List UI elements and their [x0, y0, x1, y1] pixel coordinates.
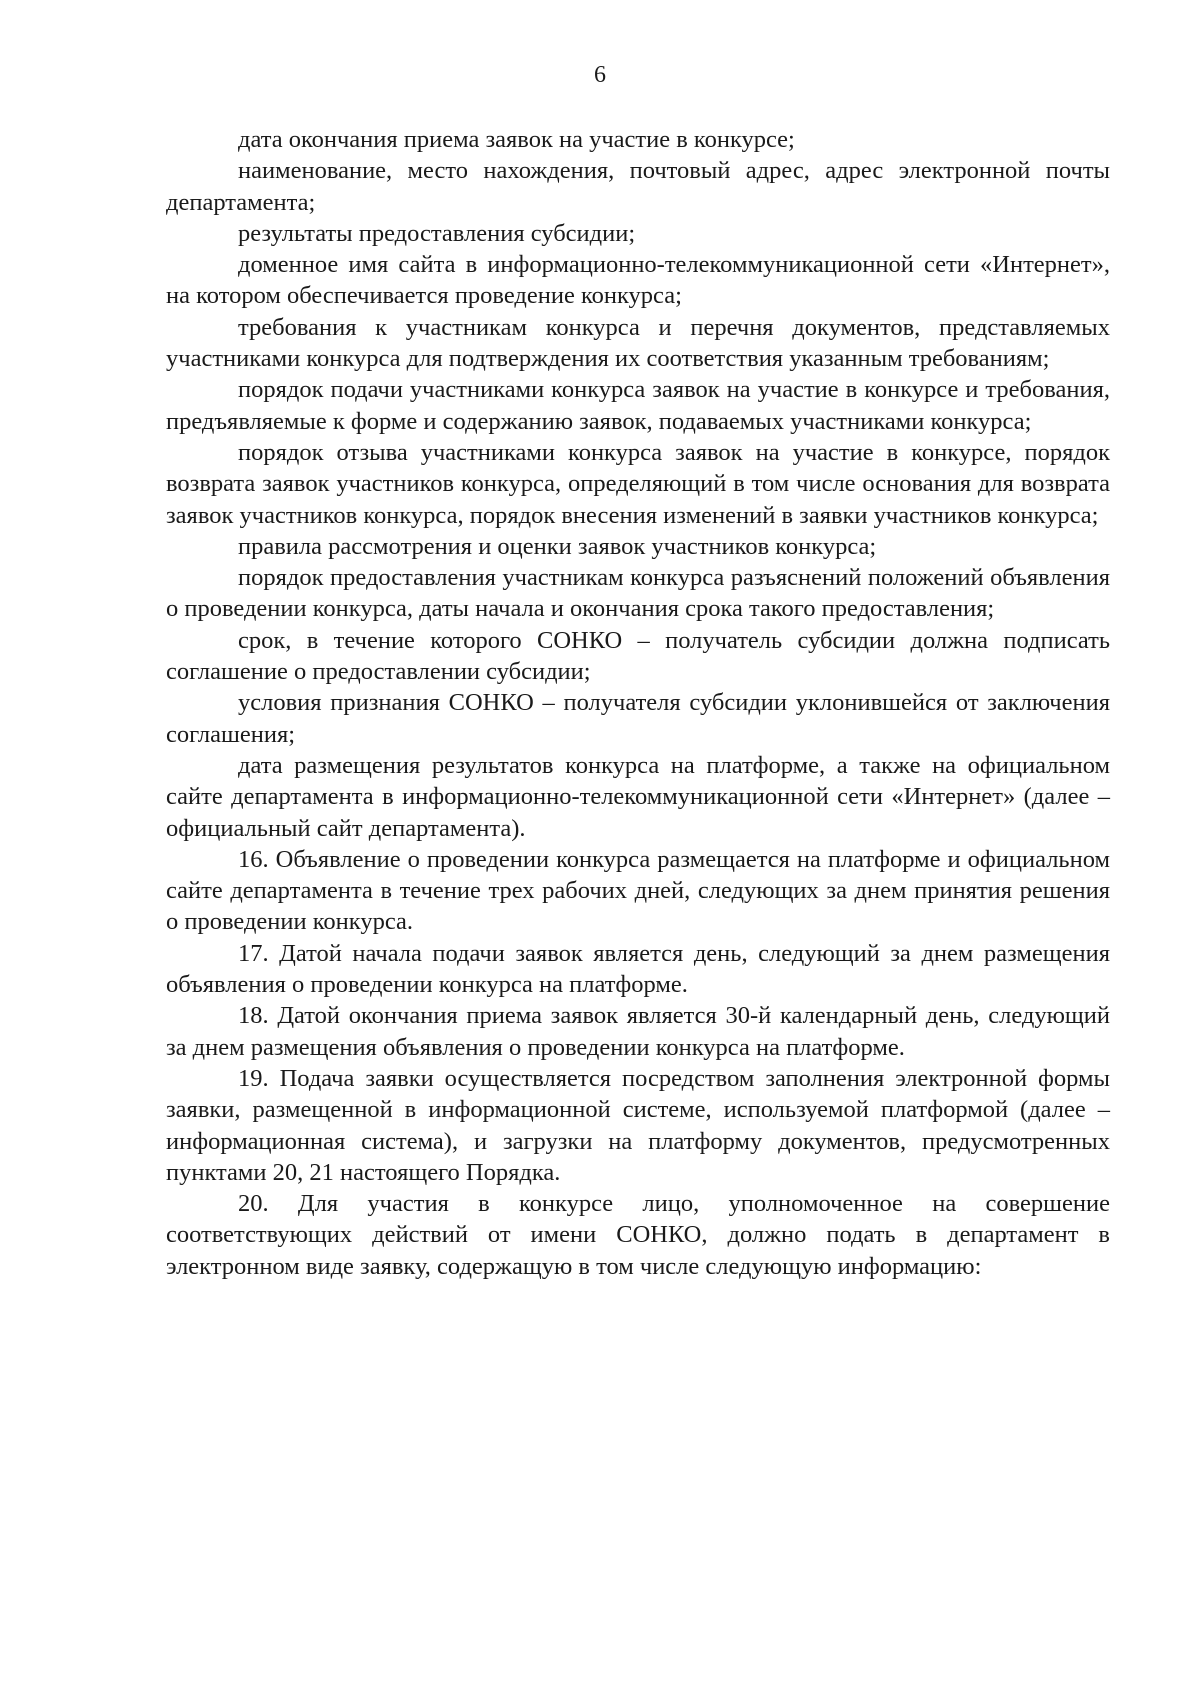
paragraph: дата размещения результатов конкурса на платформе, а также на официальном сайте департамента в информационно-телекоммуникационной сети «Интернет» (далее – официальный сайт департамента).: [166, 751, 1110, 842]
paragraph: требования к участникам конкурса и перечня документов, представляемых участниками конкурса для подтверждения их соответствия указанным требованиям;: [166, 313, 1110, 373]
document-body: [166, 124, 1110, 1282]
paragraph: 17. Датой начала подачи заявок является день, следующий за днем размещения объявления о проведении конкурса на платформе.: [166, 939, 1110, 999]
paragraph: доменное имя сайта в информационно-телекоммуникационной сети «Интернет», на котором обеспечивается проведение конкурса;: [166, 251, 1110, 310]
paragraph: 18. Датой окончания приема заявок является 30-й календарный день, следующий за днем размещения объявления о проведении конкурса на платформе.: [166, 1002, 1110, 1061]
paragraph: правила рассмотрения и оценки заявок участников конкурса;: [238, 532, 877, 560]
paragraph: дата окончания приема заявок на участие в конкурсе;: [238, 126, 795, 153]
paragraph: срок, в течение которого СОНКО – получатель субсидии должна подписать соглашение о предоставлении субсидии;: [166, 626, 1110, 686]
paragraph: 20. Для участия в конкурсе лицо, уполномоченное на совершение соответствующих действий от имени СОНКО, должно подать в департамент в электронном виде заявку, содержащую в том числе следующую информацию:: [166, 1190, 1110, 1280]
paragraph: 19. Подача заявки осуществляется посредством заполнения электронной формы заявки, размещенной в информационной системе, используемой платформой (далее – информационная система), и загрузки на платформу документов, предусмотренных пунктами 20, 21 настоящего Порядка.: [166, 1064, 1110, 1186]
paragraph: наименование, место нахождения, почтовый адрес, адрес электронной почты департамента;: [166, 157, 1110, 216]
paragraph: результаты предоставления субсидии;: [238, 219, 636, 247]
paragraph: условия признания СОНКО – получателя субсидии уклонившейся от заключения соглашения;: [166, 689, 1110, 748]
paragraph: порядок подачи участниками конкурса заявок на участие в конкурсе и требования, предъявляемые к форме и содержанию заявок, подаваемых участниками конкурса;: [166, 376, 1110, 435]
page-number: 6: [594, 62, 606, 88]
paragraph: 16. Объявление о проведении конкурса размещается на платформе и официальном сайте департамента в течение трех рабочих дней, следующих за днем принятия решения о проведении конкурса.: [166, 845, 1110, 936]
paragraph: порядок предоставления участникам конкурса разъяснений положений объявления о проведении конкурса, даты начала и окончания срока такого предоставления;: [166, 564, 1110, 623]
paragraph: порядок отзыва участниками конкурса заявок на участие в конкурсе, порядок возврата заявок участников конкурса, определяющий в том числе основания для возврата заявок участников конкурса, порядок внесения изменений в заявки участников конкурса;: [166, 438, 1110, 529]
